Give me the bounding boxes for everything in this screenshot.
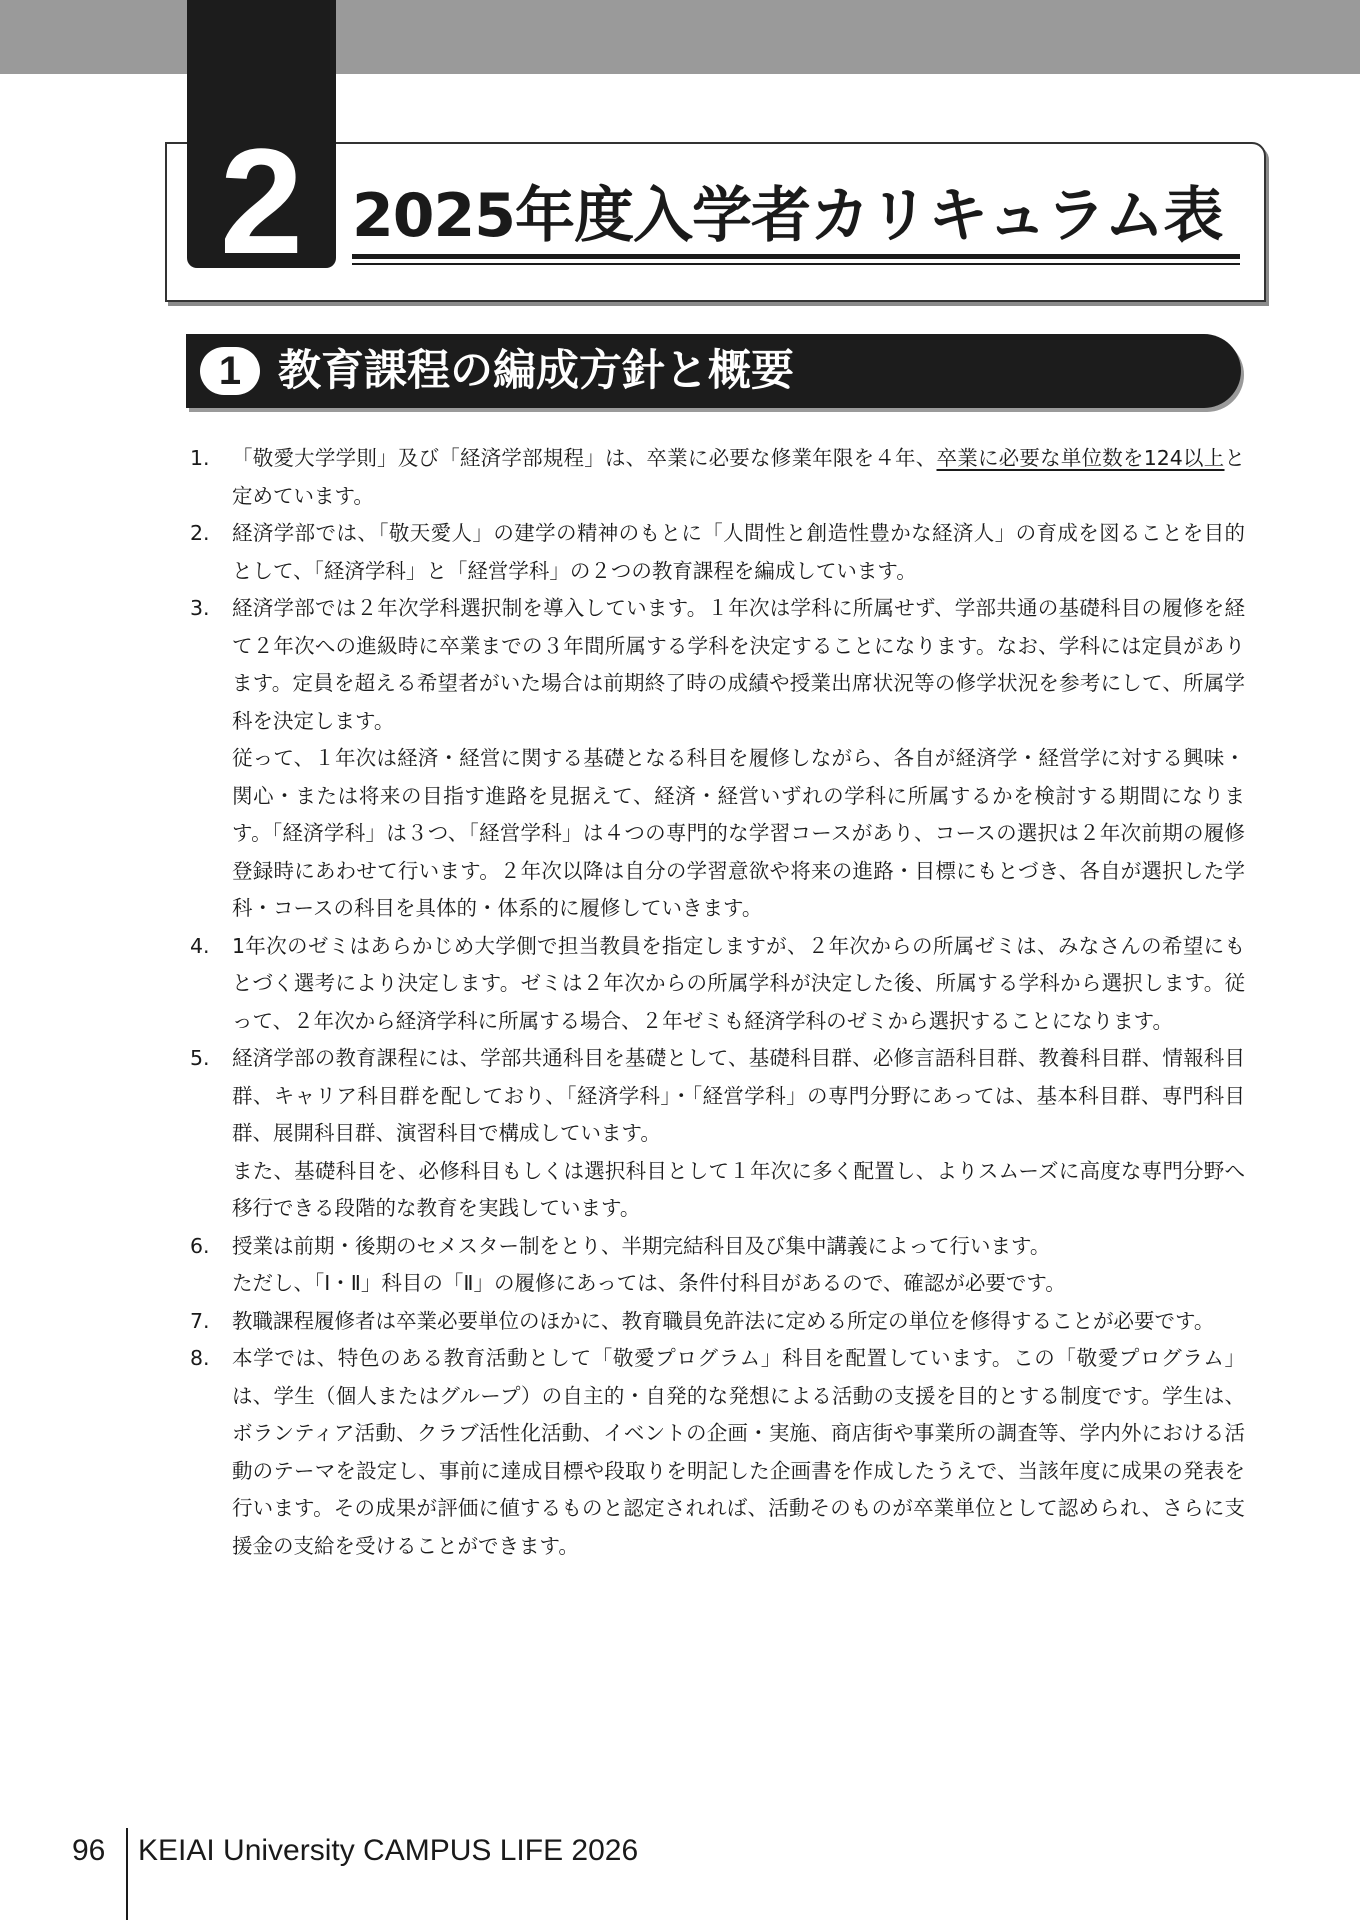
item-number: 8. [190,1346,210,1370]
item-paragraph: 経済学部では、「敬天愛人」の建学の精神のもとに「人間性と創造性豊かな経済人」の育成を図ることを目的として、「経済学科」と「経営学科」の２つの教育課程を編成しています。 [232,521,1245,583]
title-underline-thick [352,254,1240,259]
item-paragraph: ただし、「Ⅰ・Ⅱ」科目の「Ⅱ」の履修にあっては、条件付科目があるので、確認が必要です。 [232,1271,1066,1295]
curriculum-policy-list [180,440,1245,1565]
item-text: と定めています。 [232,446,1245,508]
item-number: 3. [190,596,210,620]
list-item [180,928,1245,1041]
item-number: 4. [190,933,210,958]
chapter-number-tab [187,0,336,285]
list-item [180,1303,1245,1341]
list-item [180,590,1245,928]
section-title: 教育課程の編成方針と概要 [278,346,794,396]
chapter-number: 2 [219,117,304,285]
item-number: 5. [190,1046,210,1070]
item-number: 1. [190,446,210,470]
list-item [180,1340,1245,1565]
item-paragraph: また、基礎科目を、必修科目もしくは選択科目として１年次に多く配置し、よりスムーズに高度な専門分野へ移行できる段階的な教育を実践しています。 [232,1158,1245,1220]
item-number: 6. [190,1233,210,1258]
item-paragraph: 経済学部の教育課程には、学部共通科目を基礎として、基礎科目群、必修言語科目群、教養科目群、情報科目群、キャリア科目群を配しており、「経済学科」・「経営学科」の専門分野にあっては、基本科目群、専門科目群、展開科目群、演習科目で構成しています。 [232,1046,1245,1145]
item-text: 「敬愛大学学則」及び「経済学部規程」は、卒業に必要な修業年限を４年、 [232,446,937,470]
item-paragraph: 経済学部では２年次学科選択制を導入しています。１年次は学科に所属せず、学部共通の基礎科目の履修を経て２年次への進級時に卒業までの３年間所属する学科を決定することになります。なお、学科には定員があります。定員を超える希望者がいた場合は前期終了時の成績や授業出席状況等の修学状況を参考にして、所属学科を決定します。 [232,596,1245,733]
item-paragraph: 授業は前期・後期のセメスター制をとり、半期完結科目及び集中講義によって行います。 [232,1233,1051,1258]
list-item [180,515,1245,590]
item-paragraph [232,440,1245,515]
section-number-badge: 1 [200,347,260,395]
list-item [180,1040,1245,1228]
footer-divider [126,1828,128,1920]
title-underline-thin [352,263,1240,265]
item-paragraph: 1年次のゼミはあらかじめ大学側で担当教員を指定しますが、２年次からの所属ゼミは、みなさんの希望にもとづく選考により決定します。ゼミは２年次からの所属学科が決定した後、所属する学科から選択します。従って、２年次から経済学科に所属する場合、２年ゼミも経済学科のゼミから選択することになります。 [232,933,1245,1033]
item-number: 7. [190,1308,210,1333]
item-paragraph: 従って、１年次は経済・経営に関する基礎となる科目を履修しながら、各自が経済学・経営学に対する興味・関心・または将来の目指す進路を見据えて、経済・経営いずれの学科に所属するかを検討する期間になります。「経済学科」は３つ、「経営学科」は４つの専門的な学習コースがあり、コースの選択は２年次前期の履修登録時にあわせて行います。２年次以降は自分の学習意欲や将来の進路・目標にもとづき、各自が選択した学科・コースの科目を具体的・体系的に履修していきます。 [232,746,1245,920]
page-number: 96 [72,1834,106,1867]
item-paragraph: 教職課程履修者は卒業必要単位のほかに、教育職員免許法に定める所定の単位を修得することが必要です。 [232,1308,1215,1333]
item-number: 2. [190,521,210,545]
publication-title: KEIAI University CAMPUS LIFE 2026 [138,1834,639,1867]
required-credits-underlined: 卒業に必要な単位数を124以上 [936,446,1225,470]
item-paragraph: 本学では、特色のある教育活動として「敬愛プログラム」科目を配置しています。この「敬愛プログラム」は、学生（個人またはグループ）の自主的・自発的な発想による活動の支援を目的とする制度です。学生は、ボランティア活動、クラブ活性化活動、イベントの企画・実施、商店街や事業所の調査等、学内外における活動のテーマを設定し、事前に達成目標や段取りを明記した企画書を作成したうえで、当該年度に成果の発表を行います。その成果が評価に値するものと認定されれば、活動そのものが卒業単位として認められ、さらに支援金の支給を受けることができます。 [232,1346,1245,1558]
list-item [180,1228,1245,1303]
list-item [180,440,1245,515]
chapter-title: 2025年度入学者カリキュラム表 [352,181,1223,251]
